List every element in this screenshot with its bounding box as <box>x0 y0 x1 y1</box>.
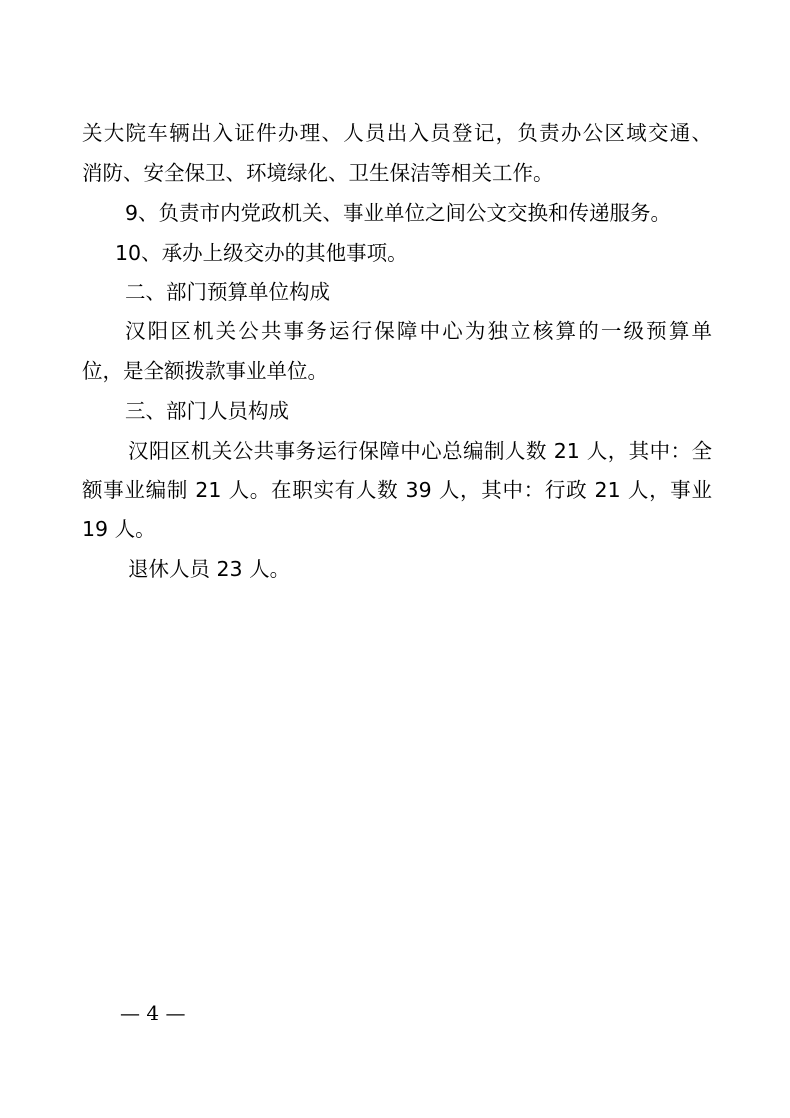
section-3-retired: 退休人员 23 人。 <box>128 557 291 581</box>
section-3-line-3: 19 人。 <box>82 517 156 541</box>
section-3-heading: 三、部门人员构成 <box>125 399 289 423</box>
section-3-line-2: 额事业编制 21 人。在职实有人数 39 人，其中：行政 21 人，事业 <box>82 478 712 502</box>
item-9: 9、负责市内党政机关、事业单位之间公文交换和传递服务。 <box>125 201 672 225</box>
paragraph-a-line-1: 关大院车辆出入证件办理、人员出入员登记，负责办公区域交通、 <box>82 121 712 145</box>
section-3-line-1: 汉阳区机关公共事务运行保障中心总编制人数 21 人，其中：全 <box>128 439 712 463</box>
paragraph-a-line-2: 消防、安全保卫、环境绿化、卫生保洁等相关工作。 <box>82 161 554 185</box>
section-2-line-1: 汉阳区机关公共事务运行保障中心为独立核算的一级预算单 <box>125 319 712 343</box>
section-2-heading: 二、部门预算单位构成 <box>125 280 330 304</box>
section-2-line-2: 位，是全额拨款事业单位。 <box>82 359 328 383</box>
page-number: — 4 — <box>120 1001 186 1025</box>
item-10: 10、承办上级交办的其他事项。 <box>115 241 408 265</box>
